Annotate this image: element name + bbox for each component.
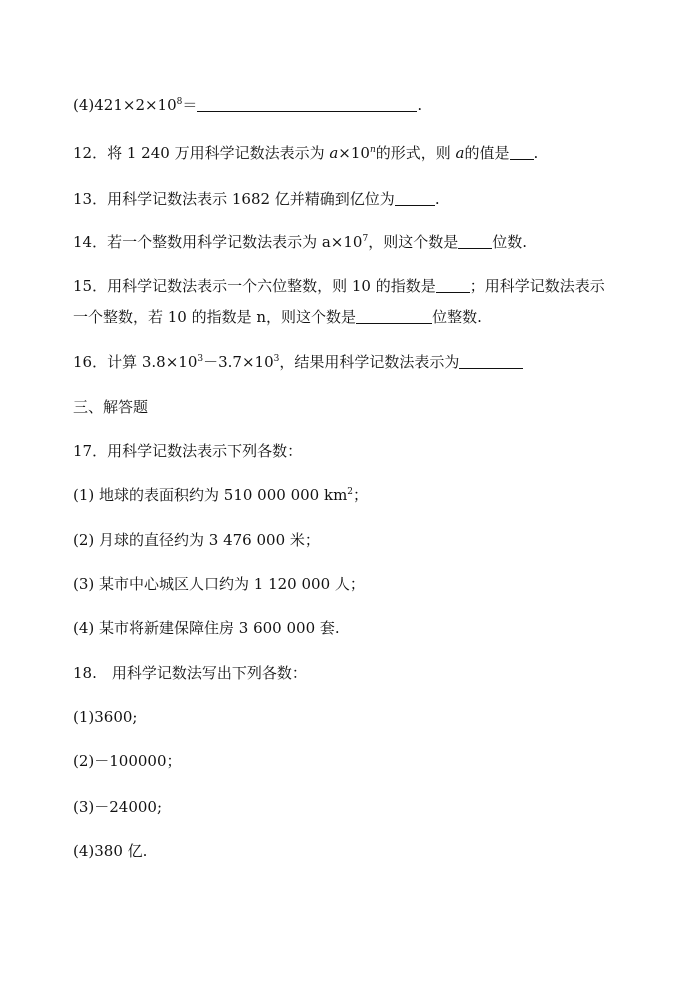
q4-sub-line — [73, 95, 422, 115]
q15-line1-pre: 15．用科学记数法表示一个六位整数，则 10 的指数是 — [73, 277, 436, 295]
q16-post: ，结果用科学记数法表示为 — [279, 353, 460, 371]
section-3-title: 三、解答题 — [73, 398, 149, 416]
q4-sub-prefix: (4)421×2×10 — [73, 96, 177, 114]
q12-end: . — [533, 144, 539, 162]
q12-post: 的值是 — [464, 144, 510, 162]
answer-blank — [197, 95, 417, 112]
q12-a2: a — [455, 144, 465, 162]
q4-sub-exponent: 8 — [176, 97, 183, 107]
q17-item-4: (4) 某市将新建保障住房 3 600 000 套. — [73, 619, 340, 637]
q12-a1: a — [329, 144, 339, 162]
q14-pre: 14．若一个整数用科学记数法表示为 a×10 — [73, 233, 363, 251]
q15-line2-pre: 一个整数，若 10 的指数是 n，则这个数是 — [73, 308, 357, 326]
q12-times: ×10 — [338, 144, 370, 162]
q18-item-2: (2)－100000； — [73, 752, 182, 770]
q18-item-1: (1)3600; — [73, 708, 138, 726]
q17-stem: 17．用科学记数法表示下列各数： — [73, 442, 303, 460]
q16-exponent-1: 3 — [197, 354, 204, 364]
q12-mid: 的形式，则 — [375, 144, 456, 162]
q16-line — [73, 352, 523, 372]
q16-exponent-2: 3 — [273, 354, 280, 364]
q16-pre: 16．计算 3.8×10 — [73, 353, 198, 371]
q13-end: . — [434, 190, 440, 208]
answer-blank — [459, 352, 523, 369]
q17-item-1 — [73, 485, 368, 505]
q4-sub-equals: ＝ — [182, 96, 198, 114]
q13-line — [73, 189, 440, 209]
q16-mid: －3.7×10 — [203, 353, 274, 371]
answer-blank — [436, 276, 470, 293]
q12-pre: 12．将 1 240 万用科学记数法表示为 — [73, 144, 330, 162]
q17-item1-exponent: 2 — [347, 487, 354, 497]
q18-item-4: (4)380 亿. — [73, 842, 148, 860]
q14-exponent: 7 — [362, 234, 369, 244]
q15-line1-post: ；用科学记数法表示 — [469, 277, 605, 295]
q15-line-2 — [73, 307, 482, 327]
answer-blank — [458, 232, 492, 249]
q13-text: 13．用科学记数法表示 1682 亿并精确到亿位为 — [73, 190, 395, 208]
q15-line2-post: 位整数. — [432, 308, 482, 326]
q12-line — [73, 143, 538, 163]
q18-stem: 18. 用科学记数法写出下列各数： — [73, 664, 307, 682]
answer-blank — [510, 143, 534, 160]
q17-item-3: (3) 某市中心城区人口约为 1 120 000 人； — [73, 575, 365, 593]
q17-item1-post: ； — [353, 486, 369, 504]
q14-mid: ，则这个数是 — [368, 233, 459, 251]
q18-item-3: (3)－24000; — [73, 798, 163, 816]
answer-blank — [395, 189, 435, 206]
q12-exponent: n — [369, 145, 376, 155]
q17-item-2: (2) 月球的直径约为 3 476 000 米； — [73, 531, 320, 549]
q15-line-1 — [73, 276, 605, 296]
q4-sub-end: . — [417, 96, 423, 114]
q14-line — [73, 232, 527, 252]
answer-blank — [356, 307, 432, 324]
q17-item1-pre: (1) 地球的表面积约为 510 000 000 km — [73, 486, 348, 504]
q14-post: 位数. — [492, 233, 527, 251]
